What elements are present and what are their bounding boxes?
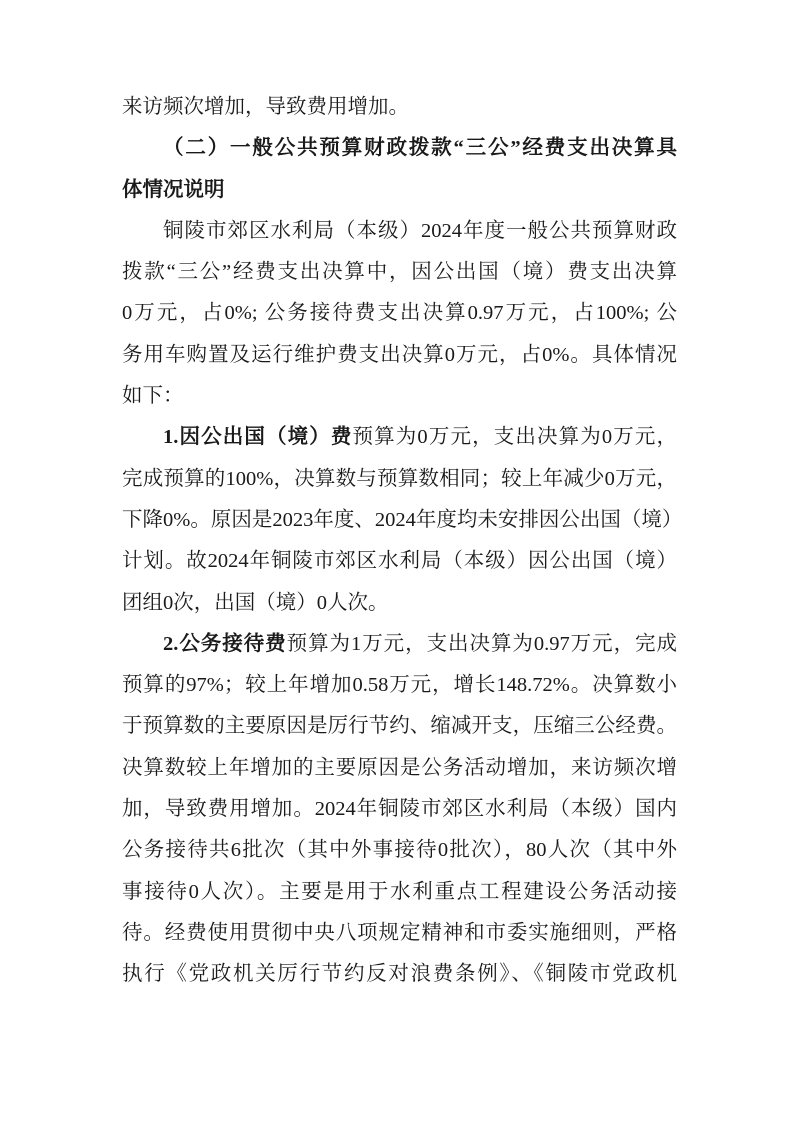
document-line — [122, 376, 677, 417]
document-line — [122, 459, 677, 500]
text-run: 加，导致费用增加。2024年铜陵市郊区水利局（本级）国内 — [122, 798, 677, 821]
paragraph — [122, 624, 677, 996]
document-body — [122, 87, 683, 996]
document-line — [122, 665, 677, 706]
document-line — [122, 583, 677, 624]
text-run: 铜陵市郊区水利局（本级）2024年度一般公共预算财政 — [163, 219, 677, 242]
bold-text-run: 体情况说明 — [122, 178, 225, 201]
text-run: 拨款“三公”经费支出决算中，因公出国（境）费支出决算 — [122, 261, 677, 284]
text-run: 如下： — [122, 385, 184, 408]
document-line — [122, 417, 677, 458]
text-run: 完成预算的100%，决算数与预算数相同；较上年减少0万元， — [122, 467, 677, 490]
text-run: 于预算数的主要原因是厉行节约、缩减开支，压缩三公经费。 — [122, 715, 677, 738]
document-line — [122, 624, 677, 665]
text-run: 务用车购置及运行维护费支出决算0万元，占0%。具体情况 — [122, 343, 677, 366]
document-line — [122, 128, 677, 169]
paragraph — [122, 417, 683, 623]
bold-text-run: （二）一般公共预算财政拨款“三公”经费支出决算具 — [163, 137, 677, 160]
document-line — [122, 789, 677, 830]
document-line — [122, 954, 677, 995]
document-line — [122, 500, 683, 541]
section-heading — [122, 128, 677, 211]
document-line — [122, 252, 677, 293]
bold-text-run: 1.因公出国（境）费 — [163, 426, 353, 449]
text-run: 来访频次增加，导致费用增加。 — [122, 96, 409, 118]
bold-text-run: 2.公务接待费 — [163, 632, 287, 655]
text-run: 预算为1万元，支出决算为0.97万元，完成 — [286, 632, 678, 655]
document-line — [122, 87, 677, 128]
document-line — [122, 293, 677, 334]
document-line — [122, 541, 677, 582]
document-line — [122, 913, 677, 954]
text-run: 0万元，占0%; 公务接待费支出决算0.97万元，占100%; 公 — [122, 302, 677, 325]
document-line — [122, 706, 677, 747]
text-run: 执行《党政机关厉行节约反对浪费条例》、《铜陵市党政机 — [122, 963, 677, 986]
document-line — [122, 748, 677, 789]
text-run: 决算数较上年增加的主要原因是公务活动增加，来访频次增 — [122, 756, 677, 779]
document-line — [122, 872, 677, 913]
text-run: 预算的97%；较上年增加0.58万元，增长148.72%。决算数小 — [122, 674, 677, 697]
document-line — [122, 335, 677, 376]
paragraph — [122, 211, 677, 417]
text-run: 事接待0人次）。主要是用于水利重点工程建设公务活动接 — [122, 880, 677, 903]
text-run: 公务接待共6批次（其中外事接待0批次），80人次（其中外 — [122, 839, 677, 862]
text-run: 团组0次，出国（境）0人次。 — [122, 591, 389, 614]
text-run: 下降0%。原因是2023年度、2024年度均未安排因公出国（境） — [122, 508, 683, 531]
paragraph-continuation — [122, 87, 677, 128]
text-run: 待。经费使用贯彻中央八项规定精神和市委实施细则，严格 — [122, 921, 677, 944]
text-run: 预算为0万元，支出决算为0万元， — [352, 426, 677, 449]
document-line — [122, 170, 677, 211]
text-run: 计划。故2024年铜陵市郊区水利局（本级）因公出国（境） — [122, 550, 677, 573]
document-line — [122, 830, 677, 871]
document-line — [122, 211, 677, 252]
